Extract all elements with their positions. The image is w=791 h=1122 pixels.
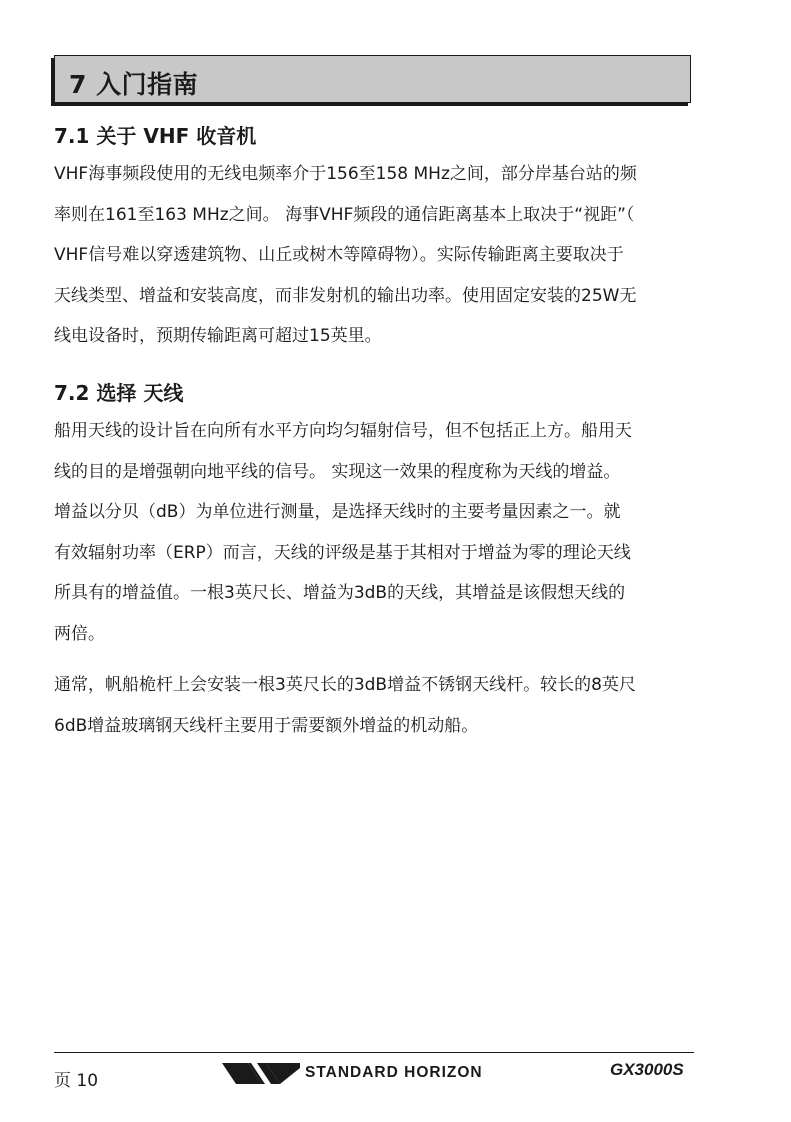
model-name: GX3000S [610, 1060, 684, 1079]
section-heading-7-1: 7.1 关于 VHF 收音机 [54, 124, 257, 148]
page-number: 页 10 [54, 1071, 99, 1091]
paragraph-line: 有效辐射功率（ERP）而言，天线的评级是基于其相对于增益为零的理论天线 [54, 542, 631, 563]
paragraph-line: VHF信号难以穿透建筑物、山丘或树木等障碍物）。实际传输距离主要取决于 [54, 245, 624, 265]
paragraph-line: 线的目的是增强朝向地平线的信号。 实现这一效果的程度称为天线的增益。 [54, 461, 621, 482]
chapter-title: 7 入门指南 [69, 70, 199, 99]
chapter-header [54, 55, 691, 103]
section-7-2-paragraph-1 [54, 411, 632, 654]
paragraph-line: 率则在161至163 MHz之间。 海事VHF频段的通信距离基本上取决于“视距”（ [54, 204, 635, 225]
paragraph-line: 船用天线的设计旨在向所有水平方向均匀辐射信号，但不包括正上方。船用天 [54, 421, 632, 441]
footer-divider [54, 1052, 694, 1053]
section-7-1-paragraph-1 [54, 154, 637, 357]
paragraph-line: 通常，帆船桅杆上会安装一根3英尺长的3dB增益不锈钢天线杆。较长的8英尺 [54, 675, 636, 695]
section-7-2-paragraph-2 [54, 665, 636, 746]
paragraph-line: 6dB增益玻璃钢天线杆主要用于需要额外增益的机动船。 [54, 715, 479, 736]
section-heading-7-2: 7.2 选择 天线 [54, 381, 184, 405]
paragraph-line: 天线类型、增益和安装高度，而非发射机的输出功率。使用固定安装的25W无 [54, 285, 637, 306]
paragraph-line: 所具有的增益值。一根3英尺长、增益为3dB的天线，其增益是该假想天线的 [54, 583, 626, 603]
paragraph-line: 线电设备时，预期传输距离可超过15英里。 [54, 326, 382, 346]
paragraph-line: VHF海事频段使用的无线电频率介于156至158 MHz之间，部分岸基台站的频 [54, 164, 637, 184]
paragraph-line: 增益以分贝（dB）为单位进行测量，是选择天线时的主要考量因素之一。就 [54, 502, 621, 522]
brand-mark [222, 1058, 483, 1088]
paragraph-line: 两倍。 [54, 623, 105, 644]
standard-horizon-logo-icon [222, 1060, 300, 1086]
brand-name: STANDARD HORIZON [305, 1064, 483, 1081]
